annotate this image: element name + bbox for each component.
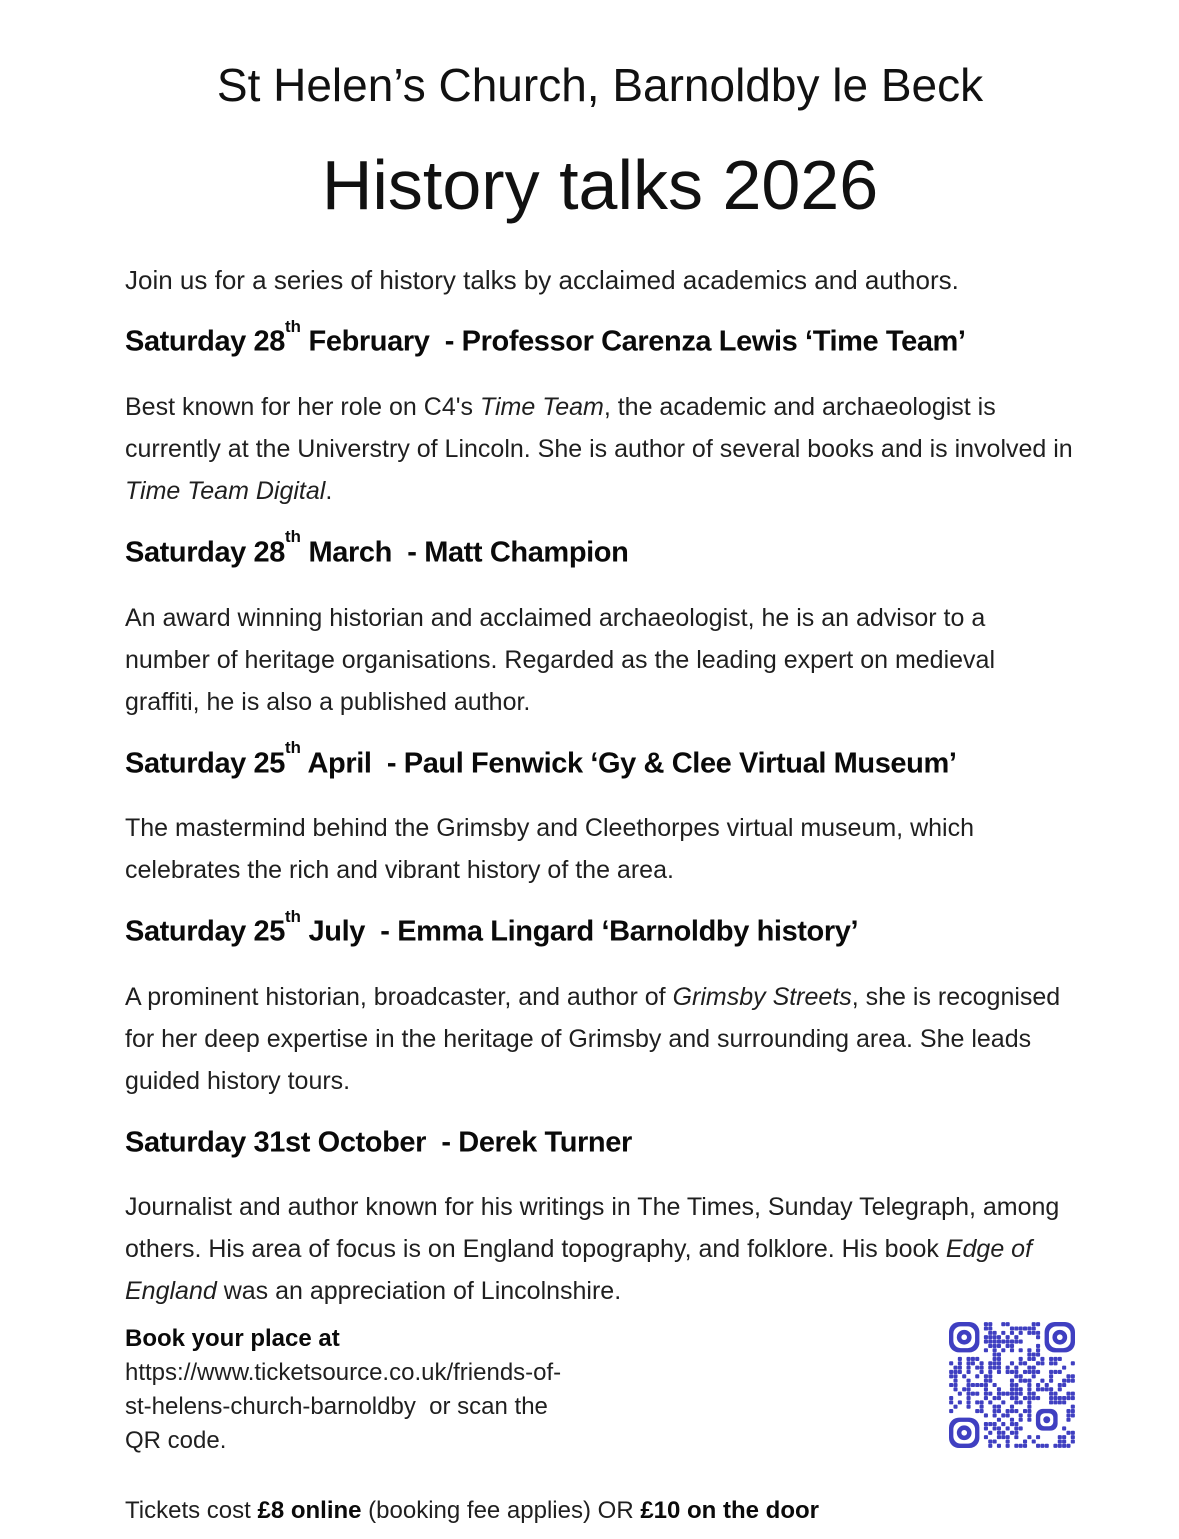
booking-instructions [125, 1356, 577, 1458]
talk-date: Saturday 28 [125, 325, 286, 358]
booking-text-block [125, 1322, 577, 1458]
church-title: St Helen’s Church, Barnoldby le Beck [216, 59, 984, 111]
talk-section-july [125, 905, 1075, 1102]
booking-url-suffix: or scan the QR code. [125, 1393, 555, 1455]
ordinal-suffix: th [285, 738, 301, 758]
talk-date: Saturday 28 [125, 536, 286, 569]
ticket-info: Tickets cost £8 online (booking fee applies) OR £10 on the door [125, 1497, 819, 1525]
talk-description: An award winning historian and acclaimed archaeologist, he is an advisor to a number of heritage organisations. Regarded as the leading expert on medieval graffiti, he is also a published author. [125, 603, 995, 716]
talk-section-march [125, 526, 1075, 723]
ordinal-suffix: th [285, 316, 301, 336]
talk-description: Best known for her role on C4's Time Team, the academic and archaeologist is currently at the Universtry of Lincoln. She is author of several books and is involved in Time Team Digital. [125, 392, 1073, 505]
talk-speaker: April - Paul Fenwick ‘Gy & Clee Virtual Museum’ [300, 747, 957, 780]
qr-code [949, 1322, 1075, 1448]
talk-heading [125, 526, 1075, 573]
talk-section-february [125, 315, 1075, 512]
intro-text: Join us for a series of history talks by acclaimed academics and authors. [125, 265, 959, 296]
talk-speaker: February - Professor Carenza Lewis ‘Time Team’ [300, 325, 966, 358]
talk-date: Saturday 31st October - Derek Turner [125, 1126, 632, 1159]
talk-heading [125, 315, 1075, 362]
talk-section-april [125, 737, 1075, 892]
booking-url[interactable]: https://www.ticketsource.co.uk/friends-of-st-helens-church-barnoldby [125, 1359, 562, 1421]
talk-description: Journalist and author known for his writings in The Times, Sunday Telegraph, among others. His area of focus is on England topography, and folklore. His book Edge of England was an appreciation of Lincolnshire. [125, 1193, 1060, 1306]
page-title: History talks 2026 [321, 146, 879, 225]
talk-speaker: July - Emma Lingard ‘Barnoldby history’ [300, 915, 859, 948]
ticket-price-door: £10 on the door [640, 1497, 819, 1525]
booking-section [125, 1322, 1075, 1458]
talk-heading [125, 1116, 1075, 1163]
talk-heading [125, 905, 1075, 952]
talk-section-october [125, 1116, 1075, 1313]
talk-description: The mastermind behind the Grimsby and Cleethorpes virtual museum, which celebrates the rich and vibrant history of the area. [125, 814, 974, 885]
booking-label: Book your place at [125, 1325, 340, 1353]
ticket-price-online: £8 online [257, 1497, 362, 1525]
talk-heading [125, 737, 1075, 784]
talk-date: Saturday 25 [125, 915, 286, 948]
talk-date: Saturday 25 [125, 747, 286, 780]
ordinal-suffix: th [285, 527, 301, 547]
talk-speaker: March - Matt Champion [300, 536, 629, 569]
ordinal-suffix: th [285, 906, 301, 926]
talk-description: A prominent historian, broadcaster, and author of Grimsby Streets, she is recognised for her deep expertise in the heritage of Grimsby and surrounding area. She leads guided history tours. [125, 982, 1061, 1095]
